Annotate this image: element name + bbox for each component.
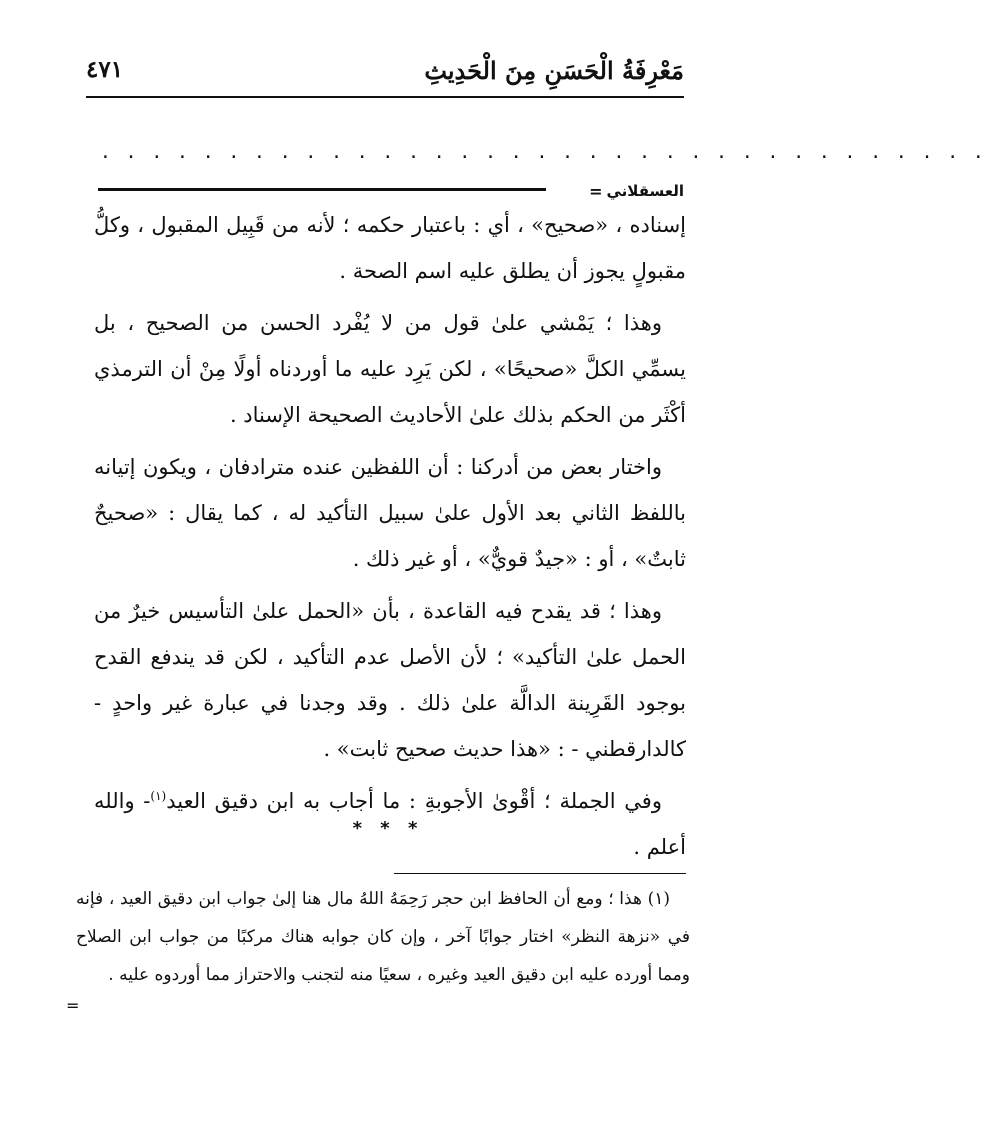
page-number: ٤٧١	[86, 56, 124, 83]
continuation-marker: =	[66, 996, 80, 1015]
main-text	[94, 202, 686, 876]
header-rule	[86, 96, 684, 98]
paragraph: وهذا ؛ قد يقدح فيه القاعدة ، بأن «الحمل علىٰ التأسيس خيرٌ من الحمل علىٰ التأكيد» ؛ لأن الأصل عدم التأكيد ، لكن قد يندفع القدح بوجود القَرِينة الدالَّة علىٰ ذلك . وقد وجدنا في عبارة غير واحدٍ - كالدارقطني - : «هذا حديث صحيح ثابت» .	[94, 599, 686, 761]
running-header	[86, 48, 684, 94]
paragraph-text: وفي الجملة ؛ أقْوىٰ الأجوبةِ : ما أجاب به ابن دقيق العيد	[166, 789, 662, 813]
footnote-reference: (١)	[150, 789, 167, 803]
footnote-rule	[394, 873, 686, 874]
section-end-stars: * * *	[352, 818, 424, 839]
separator-dots: . . . . . . . . . . . . . . . . . . . . . . . . . . . . . . . . . . .	[100, 142, 986, 163]
commentator-marker: =	[589, 181, 603, 201]
header-title: مَعْرِفَةُ الْحَسَنِ مِنَ الْحَدِيثِ	[424, 56, 684, 85]
commentator-rule	[98, 188, 546, 191]
paragraph: إسناده ، «صحيح» ، أي : باعتبار حكمه ؛ لأنه من قَبِيل المقبول ، وكلُّ مقبولٍ يجوز أن يطلق عليه اسم الصحة .	[94, 213, 686, 283]
paragraph-text: - والله أعلم .	[94, 789, 686, 859]
paragraph: وهذا ؛ يَمْشي علىٰ قول من لا يُفْرد الحسن من الصحيح ، بل يسمِّي الكلَّ «صحيحًا» ، لكن يَرِد عليه ما أوردناه أولًا مِنْ أن الترمذي أكْثَر من الحكم بذلك علىٰ الأحاديث الصحيحة الإسناد .	[94, 311, 686, 427]
paragraph: واختار بعض من أدركنا : أن اللفظين عنده مترادفان ، ويكون إتيانه باللفظ الثاني بعد الأول علىٰ سبيل التأكيد له ، كما يقال : «صحيحٌ ثابتٌ» ، أو : «جيدٌ قويٌّ» ، أو غير ذلك .	[94, 455, 686, 571]
footnote	[76, 880, 690, 994]
commentator-label	[589, 180, 684, 202]
footnote-text: (١) هذا ؛ ومع أن الحافظ ابن حجر رَحِمَهُ اللهُ مال هنا إلىٰ جواب ابن دقيق العيد ، فإنه في «نزهة النظر» اختار جوابًا آخر ، وإن كان جوابه هناك مركبًا من جواب ابن الصلاح ومما أورده عليه ابن دقيق العيد وغيره ، سعيًا منه لتجنب والاحتراز مما أوردوه عليه .	[76, 889, 690, 985]
commentator-name: العسقلاني	[606, 182, 684, 200]
